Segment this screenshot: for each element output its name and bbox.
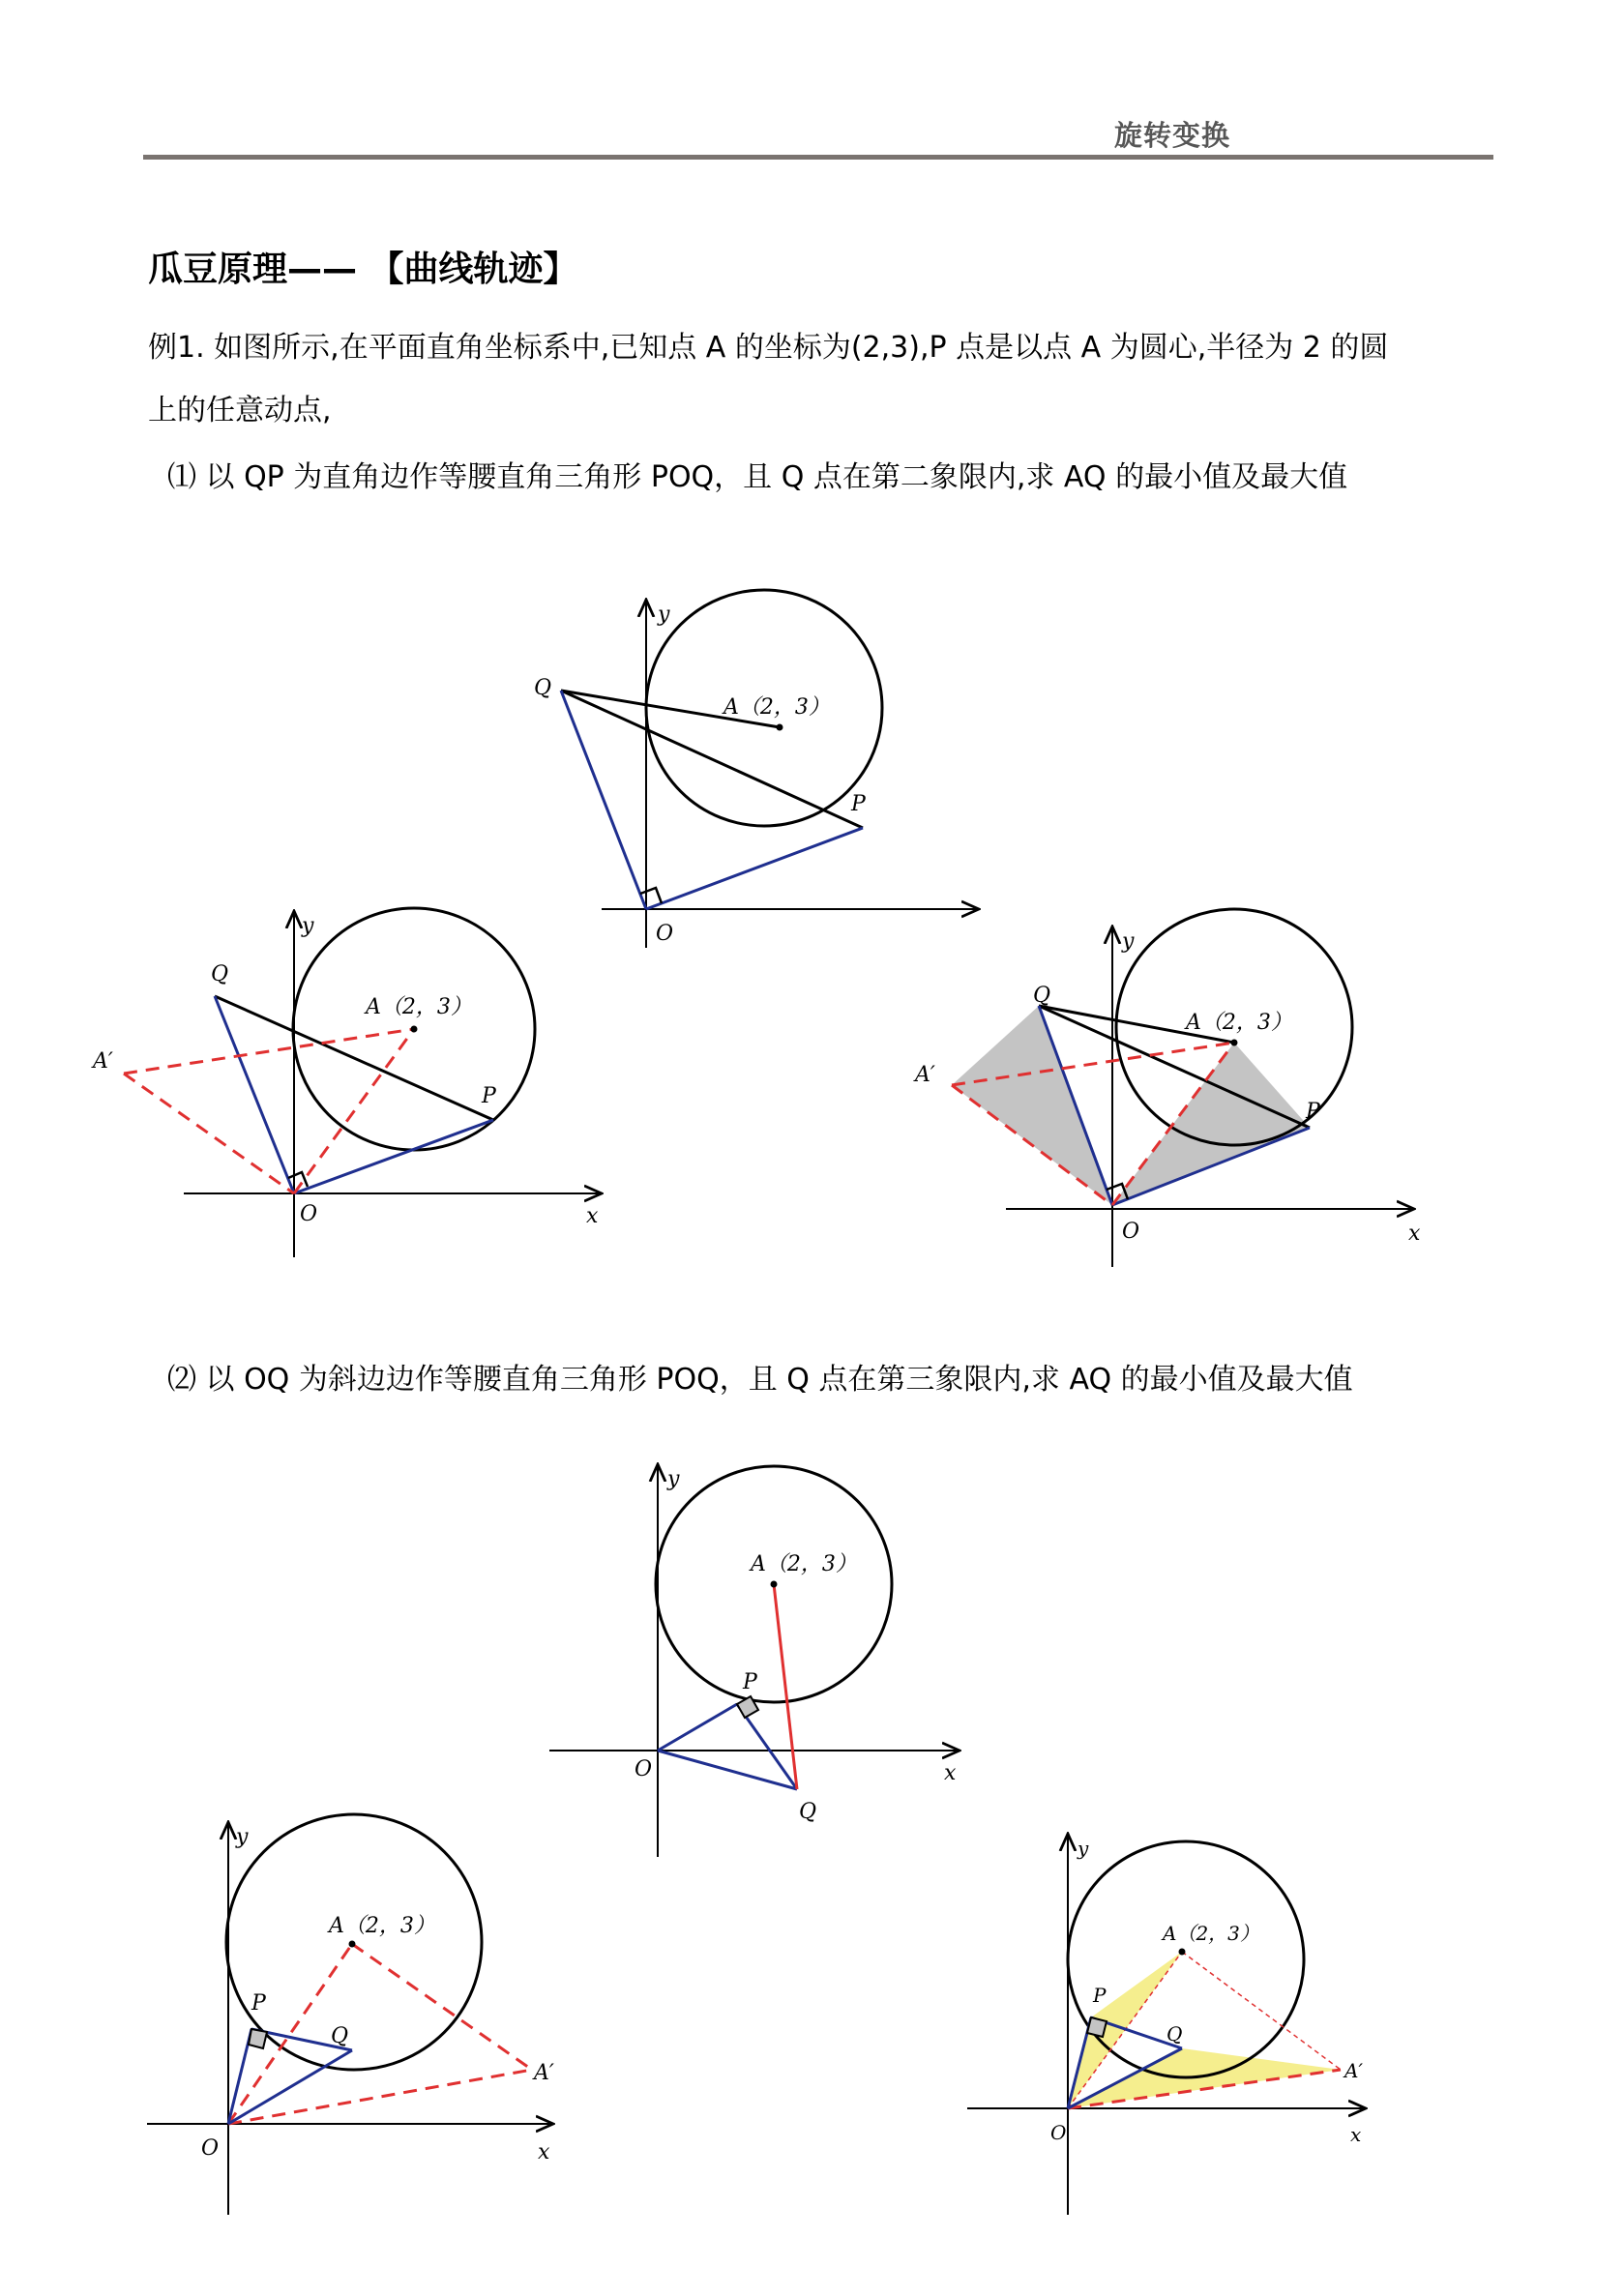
label-x: x [586,1204,599,1228]
label-y: y [302,914,314,938]
example-line-1: 例1. 如图所示,在平面直角坐标系中,已知点 A 的坐标为(2,3),P 点是以点 A 为圆心,半径为 2 的圆 [148,331,1389,365]
label-y: y [1122,929,1135,954]
label-O: O [1050,2121,1067,2144]
label-Q: Q [1166,2022,1183,2046]
example-line-2: 上的任意动点, [148,394,332,427]
label-A: A（2，3） [751,1552,857,1576]
red-dashed [124,1029,414,1193]
figure-2c [967,1836,1364,2215]
label-y: y [667,1467,680,1491]
label-A-prime: A′ [93,1049,113,1074]
label-A: A（2，3） [1186,1011,1292,1035]
point-A [778,725,782,730]
segment-OP [294,1120,493,1193]
yellow-triangle-right [1068,2048,1341,2108]
question-1: ⑴ 以 QP 为直角边作等腰直角三角形 POQ，且 Q 点在第二象限内,求 AQ 的最小值及最大值 [167,460,1348,494]
point-A [350,1942,355,1947]
label-A-prime: A′ [534,2061,554,2085]
label-Q: Q [211,962,229,986]
label-Q: Q [1033,984,1051,1008]
segment-OP [658,1704,737,1751]
question-2: ⑵ 以 OQ 为斜边边作等腰直角三角形 POQ，且 Q 点在第三象限内,求 AQ 的最小值及最大值 [167,1363,1353,1397]
label-A: A（2，3） [329,1914,435,1938]
segment-OP [646,828,863,909]
label-A-prime: A′ [1344,2059,1363,2082]
label-Q: Q [534,676,552,700]
label-x: x [944,1761,957,1785]
label-A-prime: A′ [915,1063,935,1087]
label-O: O [656,922,674,946]
label-y: y [658,603,670,627]
label-P: P [251,1991,266,2016]
shaded-triangle-right [1112,1043,1310,1205]
section-header: 旋转变换 [1114,119,1231,152]
label-x: x [538,2140,550,2164]
label-P: P [851,792,866,816]
label-y: y [236,1825,249,1849]
figure-2a [549,1466,958,1857]
figure-1a [561,590,977,948]
label-Q: Q [331,2024,349,2048]
figure-1b [124,908,600,1257]
point-A [412,1027,417,1032]
shaded-triangle-left [952,1006,1112,1205]
segment-OQ [228,2050,352,2124]
label-O: O [201,2136,220,2161]
label-P: P [743,1670,757,1694]
segment-OQ [658,1751,797,1789]
point-A [1232,1041,1237,1045]
right-angle-mark [1087,2017,1107,2037]
circle [1068,1841,1304,2077]
point-A [772,1582,777,1587]
label-y: y [1078,1837,1089,1860]
label-A: A（2，3） [1163,1922,1259,1945]
figure-1c [952,909,1412,1267]
label-O: O [1122,1220,1140,1244]
label-x: x [1350,2123,1362,2146]
label-O: O [300,1202,318,1226]
label-O: O [635,1757,653,1781]
label-x: x [1408,1222,1421,1246]
label-Q: Q [799,1800,817,1824]
label-A: A（2，3） [366,995,472,1019]
point-A [1180,1950,1185,1955]
page-title: 瓜豆原理—— 【曲线轨迹】 [148,250,578,289]
label-A: A（2，3） [723,695,830,720]
right-angle-mark [249,2029,267,2048]
segment-AQ [774,1584,797,1789]
label-P: P [1306,1100,1320,1124]
label-P: P [1093,1984,1107,2007]
label-P: P [482,1084,496,1108]
